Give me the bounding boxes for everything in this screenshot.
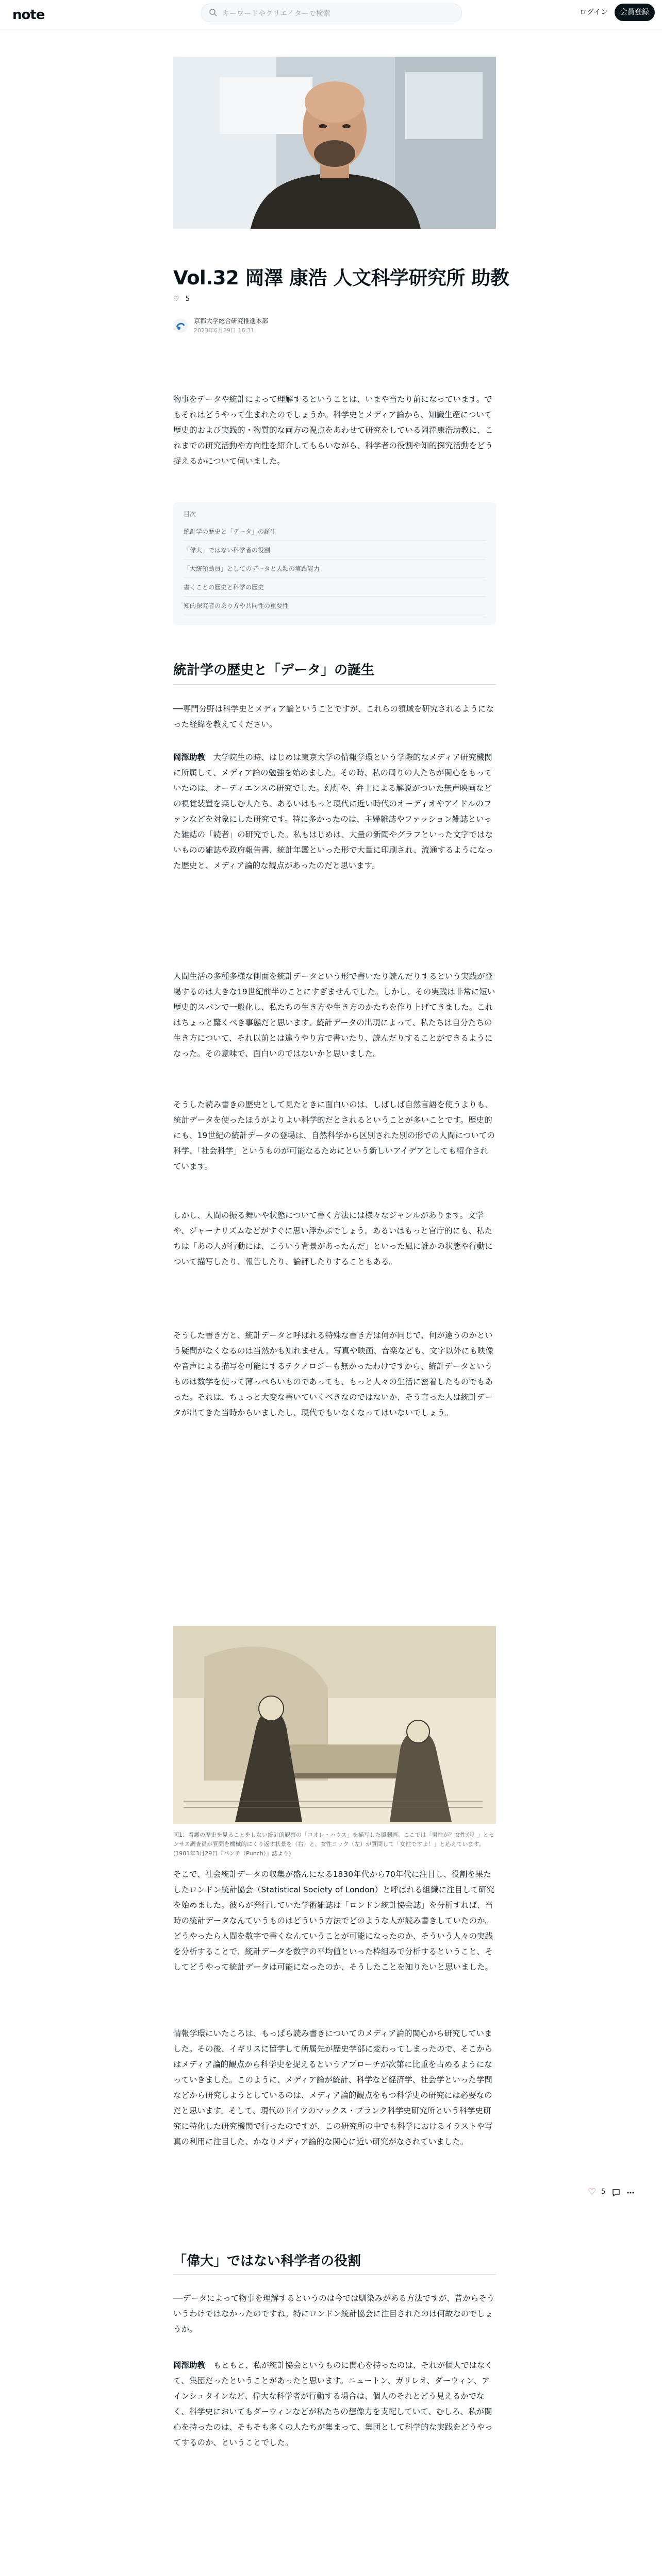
search-icon: [209, 8, 217, 16]
search-placeholder: キーワードやクリエイターで検索: [222, 10, 330, 18]
heart-outline-icon[interactable]: ♡: [173, 295, 179, 303]
section-heading: 「偉大」ではない科学者の役割: [173, 2253, 361, 2269]
toc-item[interactable]: 「偉大」ではない科学者の役割: [184, 541, 486, 560]
speaker-name: 岡澤助教: [173, 753, 206, 762]
body-paragraph: そうした読み書きの歴史として見たときに面白いのは、しばしば自然言語を使うよりも、統計データを使ったほうがよりよい科学的だとされるということが多いことです。歴史的にも、19世紀の統計データの登場は、自然科学から区別された別の形での人間についての科学、「社会科学」というものが可能なるためにという新しいアイデアとしても紹介されています。: [173, 1100, 495, 1171]
body-paragraph: そうした書き方と、統計データと呼ばれる特殊な書き方は何が同じで、何が違うのかという疑問がなくなるのは当然かも知れません。写真や映画、音楽なども、文字以外にも映像や音声による描写を可能にするテクノロジーも無かったわけですから、統計データというものは数学を使って薄っぺらいものであっても、もっと人々の生活に密着したものでもあった。それは、ちょっと大変な書いていくべきなのではないか、そう言った人は統計データが出てきた当時からいましたし、現代でもいなくなってはいないでしょう。: [173, 1331, 493, 1417]
section-heading: 統計学の歴史と「データ」の誕生: [173, 663, 375, 678]
body-paragraph: 人間生活の多種多様な側面を統計データという形で書いたり読んだりするという実践が登場するのは大きな19世紀前半のことにすぎませんでした。しかし、その実践は非常に短い歴史的スパンで一般化し、私たちの生き方や生き方のかたちを作り上げてきました。これはちょっと驚くべき事態だと思います。統計データの出現によって、私たちは自分たちの生き方について、それ以前とは違うやり方で書いたり、読んだりすることができるようになった。その意味で、面白いのではないかと思いました。: [173, 972, 495, 1058]
publish-date: 2023年6月29日 16:31: [194, 327, 255, 334]
comment-icon[interactable]: [611, 2188, 621, 2197]
author-name[interactable]: 京都大学総合研究推進本部: [194, 317, 269, 325]
body-paragraph: 情報学環にいたころは、もっぱら読み書きについてのメディア論的関心から研究していました。その後、イギリスに留学して所属先が歴史学部に変わってしまったので、そこからはメディア論的観点から科学史を捉えるというアプローチが次第に比重を占めるようになっていきました。このように、メディア論が統計、科学など経済学、社会学といった学問などから研究しようとしているのは、メディア論的観点をもつ科学史の研究には必要なのだと思います。そして、現代のドイツのマックス・プランク科学史研究所という科学史研究に特化した研究機関で行ったのですが、この研究所の中でも科学におけるイラストや写真の利用に注目した、かなりメディア論的な関心に近い研究がなされていました。: [173, 2029, 493, 2146]
heart-outline-icon[interactable]: ♡: [588, 2187, 597, 2197]
table-of-contents: [173, 502, 496, 625]
interview-question: ──データによって物事を理解するというのは今では馴染みがある方法ですが、昔からそういうわけではなかったのですね。特にロンドン統計協会に注目されたのは何故なのでしょうか。: [173, 2294, 495, 2334]
interview-answer: [173, 2358, 496, 2450]
note-logo[interactable]: note: [12, 7, 45, 23]
toc-item[interactable]: 「大統領動員」としてのデータと人類の実践能力: [184, 560, 486, 578]
body-paragraph: そこで、社会統計データの収集が盛んになる1830年代から70年代に注目し、役割を果たしたロンドン統計協会（Statistical Society of London）と呼ばれる組織に注目して研究を始めました。彼らが発行していた学術雑誌は「ロンドン統計協会誌」を分析すれば、当時の統計データなんていうものはどういう方法でどのような人が読み書きしていたのか。どうやったら人間を数字で書くなんていうことが可能になったのか、そういう人々の実践を分析することで、統計データを数字の平均値といった枠組みで分析するということ、そしてどうやって統計データは可能になったのか、そうしたことを知りたいと思いました。: [173, 1870, 495, 1972]
answer-text: もともと、私が統計協会というものに関心を持ったのは、それが個人ではなくて、集団だったということがあったと思います。ニュートン、ガリレオ、ダーウィン、アインシュタインなど、偉大な科学者が行動する場合は、個人のそれとどう見えるかでなく、科学史においてもダーウィンなどが私たちの想像力を支配していて、むしろ、私が関心を持ったのは、そもそも多くの人たちが集まって、集団として科学的な実践をどうやってするのか、ということでした。: [173, 2361, 493, 2447]
search-input[interactable]: [201, 4, 462, 22]
signup-button[interactable]: 会員登録: [615, 4, 655, 21]
section-divider: [173, 2274, 496, 2275]
section-divider: [173, 684, 496, 685]
like-count[interactable]: [173, 295, 190, 303]
like-count-value: 5: [185, 295, 190, 303]
answer-text: 大学院生の時、はじめは東京大学の情報学環という学際的なメディア研究機関に所属して、メディア論の勉強を始めました。その時、私の周りの人たちが関心をもっていたのは、オーディエンスの研究でした。幻灯や、弁士による解説がついた無声映画などの視覚装置を楽しむ人たち、あるいはもっと現代に近い時代のオーディオやアイドルのファンなどを対象にした研究です。特に多かったのは、主婦雑誌やファッション雑誌といった雑誌の「読者」の研究でした。私もはじめは、大量の新聞やグラフといった文字ではないものの雑誌や政府報告書、統計年鑑といった形で大量に印刷され、流通するようになった歴史と、メディア論的な観点があったのだと思います。: [173, 753, 493, 870]
side-like-count: 5: [601, 2188, 606, 2196]
hero-photo: [173, 57, 496, 229]
site-header: [0, 0, 662, 29]
toc-item[interactable]: 知的探究者のあり方や共同性の重要性: [184, 597, 486, 615]
floating-actions: [588, 2187, 639, 2199]
figure-census-cartoon: [173, 1626, 496, 1824]
toc-item[interactable]: 書くことの歴史と科学の歴史: [184, 579, 486, 597]
toc-item[interactable]: 統計学の歴史と「データ」の誕生: [184, 523, 486, 541]
login-button[interactable]: ログイン: [580, 8, 608, 16]
figure-caption: 図1：看護の歴史を見ることをしない統計的観察の「コオレ・ハウス」を描写した風刺画。ここでは「男性が？女性が？」とセンサス調査員が質問を機械的にくり返す状景を（右）と、女性コック（左）が質問して「女性ですよ！」と応えています。(1901年3月29日『パンチ（Punch）』誌より): [173, 1832, 494, 1857]
body-paragraph: しかし、人間の振る舞いや状態について書く方法には様々なジャンルがあります。文学や、ジャーナリズムなどがすぐに思い浮かぶでしょう。あるいはもっと官庁的にも、私たちは「あの人が行動には、こういう背景があったんだ」といった風に誰かの状態や行動について描写したり、報告したり、論評したりすることもある。: [173, 1211, 493, 1266]
speaker-name: 岡澤助教: [173, 2361, 206, 2370]
intro-paragraph: 物事をデータや統計によって理解するということは、いまや当たり前になっています。でもそれはどうやって生まれたのでしょうか。科学史とメディア論から、知識生産について歴史的および実践的・物質的な両方の視点をあわせて研究をしている岡澤康浩助教に、これまでの研究活動や方向性を紹介してもらいながら、科学者の役割や知的探究活動をどう捉えるかについて伺いました。: [173, 395, 493, 466]
author-avatar[interactable]: [173, 318, 188, 333]
interview-question: ──専門分野は科学史とメディア論ということですが、これらの領域を研究されるようになった経緯を教えてください。: [173, 704, 494, 729]
toc-heading: 目次: [184, 511, 196, 518]
interview-answer: [173, 750, 496, 873]
article-title: Vol.32 岡澤 康浩 人文科学研究所 助教: [173, 267, 509, 289]
more-icon[interactable]: [626, 2188, 635, 2197]
